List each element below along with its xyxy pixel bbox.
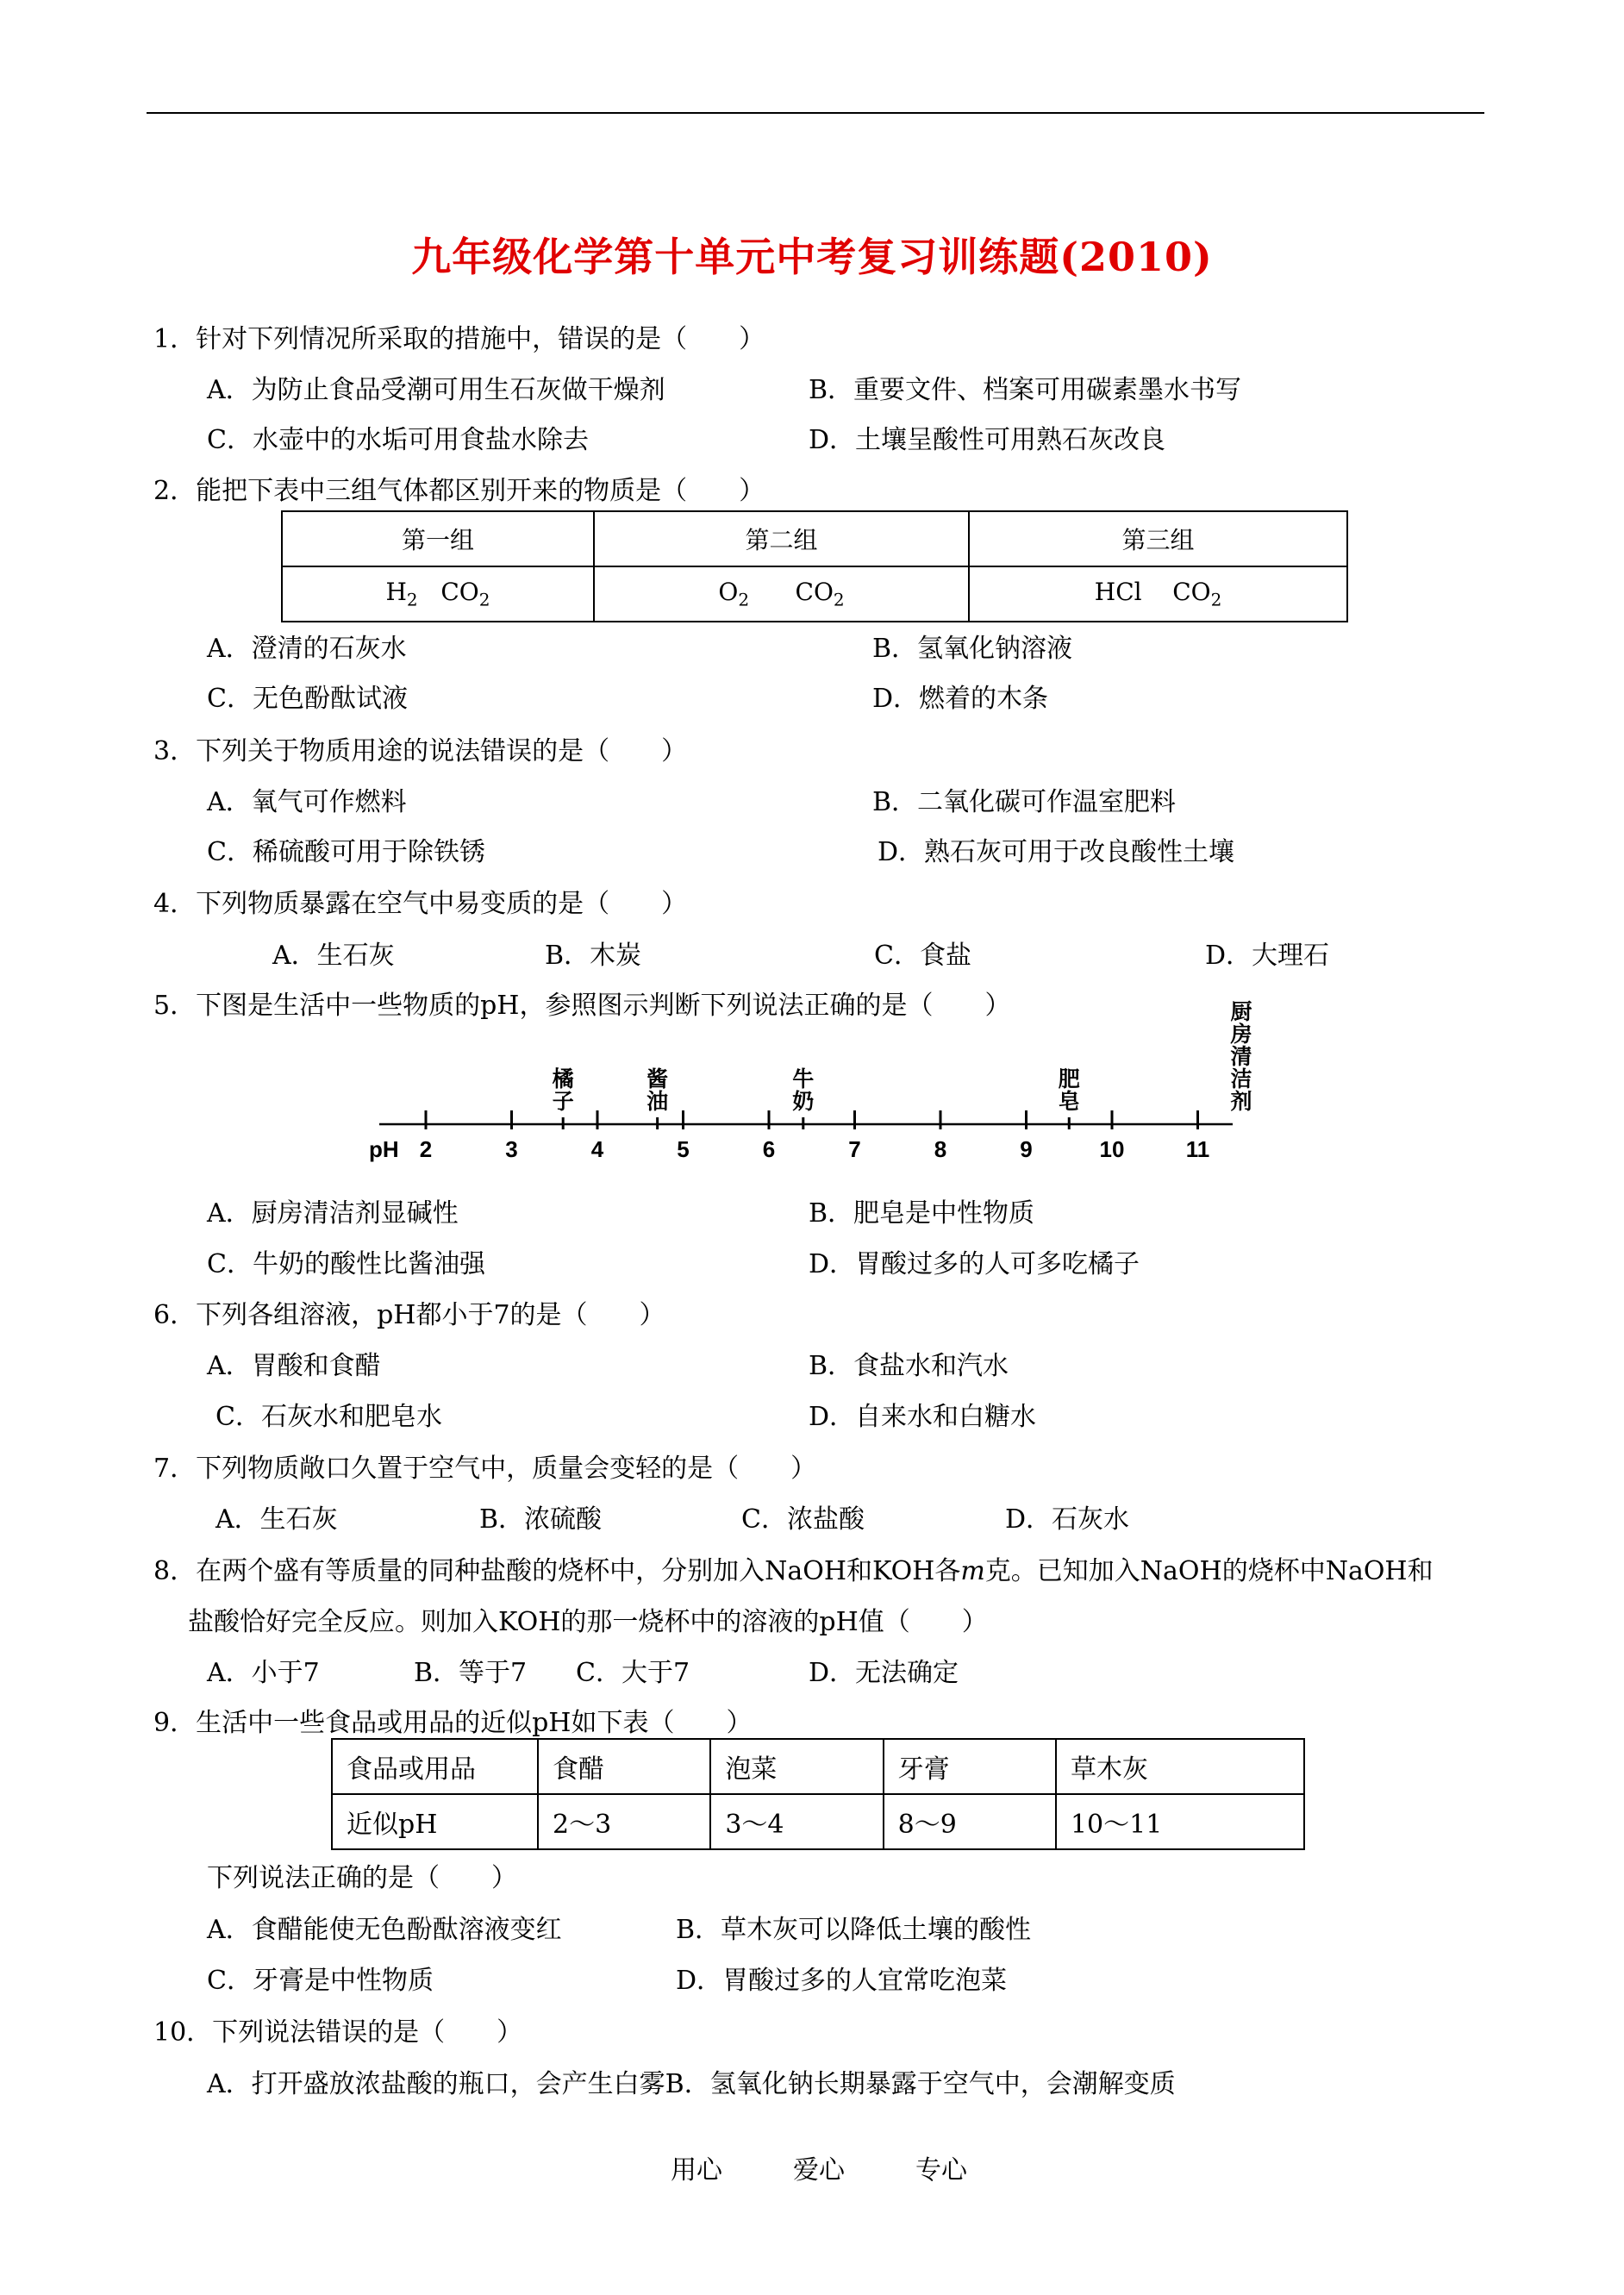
- q1-option-c: C．水壶中的水垢可用食盐水除去: [207, 425, 589, 455]
- q9-value-plant-ash: 10～11: [1056, 1794, 1304, 1849]
- q2-option-a: A．澄清的石灰水: [207, 634, 407, 664]
- page-footer: [671, 2148, 967, 2186]
- q9-option-d: D．胃酸过多的人宜常吃泡菜: [676, 1966, 1008, 1996]
- q2-option-b: B．氢氧化钠溶液: [872, 634, 1073, 664]
- q9-option-a: A．食醋能使无色酚酞溶液变红: [207, 1915, 562, 1945]
- q3-option-c: C．稀硫酸可用于除铁锈: [207, 837, 485, 867]
- ph-substance-label-2: 牛奶: [792, 1066, 815, 1114]
- ph-substance-label-4: 厨房清洁剂: [1230, 999, 1252, 1114]
- q9-option-c: C．牙膏是中性物质: [207, 1966, 434, 1996]
- q5-stem: 5．下图是生活中一些物质的pH，参照图示判断下列说法正确的是（ ）: [153, 991, 1011, 1021]
- footer-word-3: 专心: [915, 2155, 967, 2186]
- q8-option-a: A．小于7: [207, 1658, 320, 1688]
- q5-option-b: B．肥皂是中性物质: [809, 1198, 1035, 1229]
- q9-value-pickle: 3～4: [710, 1794, 883, 1849]
- ph-tick-label-10: 10: [1099, 1136, 1125, 1162]
- ph-tick-label-11: 11: [1185, 1136, 1210, 1162]
- q2-stem: 2．能把下表中三组气体都区别开来的物质是（ ）: [153, 476, 765, 506]
- q1-option-d: D．土壤呈酸性可用熟石灰改良: [809, 425, 1166, 455]
- ph-axis-label: pH: [369, 1136, 399, 1162]
- q6-option-a: A．胃酸和食醋: [207, 1351, 381, 1381]
- q9-value-toothpaste: 8～9: [884, 1794, 1056, 1849]
- page-title: 九年级化学第十单元中考复习训练题(2010): [411, 234, 1213, 280]
- q2-header-3: 第三组: [969, 511, 1347, 566]
- q4-option-b: B．木炭: [545, 941, 642, 971]
- q10-option-ab: A．打开盛放浓盐酸的瓶口，会产生白雾B．氢氧化钠长期暴露于空气中，会潮解变质: [207, 2069, 1176, 2099]
- header-rule: [147, 112, 1484, 114]
- q6-stem: 6．下列各组溶液，pH都小于7的是（ ）: [153, 1300, 665, 1330]
- q9-value-vinegar: 2～3: [538, 1794, 710, 1849]
- q9-option-b: B．草木灰可以降低土壤的酸性: [676, 1915, 1032, 1945]
- ph-tick-label-8: 8: [934, 1136, 947, 1162]
- q5-option-a: A．厨房清洁剂显碱性: [207, 1198, 459, 1229]
- q3-option-d: D．熟石灰可用于改良酸性土壤: [878, 837, 1235, 867]
- q3-stem: 3．下列关于物质用途的说法错误的是（ ）: [153, 736, 688, 766]
- q3-option-b: B．二氧化碳可作温室肥料: [872, 787, 1177, 817]
- q4-option-a: A．生石灰: [272, 941, 395, 971]
- q9-sub-stem: 下列说法正确的是（ ）: [207, 1863, 517, 1893]
- ph-tick-label-6: 6: [762, 1136, 776, 1162]
- q9-header-plant-ash: 草木灰: [1056, 1739, 1304, 1794]
- footer-word-1: 用心: [671, 2155, 722, 2186]
- q7-option-b: B．浓硫酸: [479, 1504, 603, 1535]
- q5-option-c: C．牛奶的酸性比酱油强: [207, 1249, 485, 1279]
- q8-option-d: D．无法确定: [809, 1658, 959, 1688]
- q6-option-b: B．食盐水和汽水: [809, 1351, 1009, 1381]
- q1-option-b: B．重要文件、档案可用碳素墨水书写: [809, 375, 1242, 405]
- q7-option-d: D．石灰水: [1005, 1504, 1130, 1535]
- q7-stem: 7．下列物质敞口久置于空气中，质量会变轻的是（ ）: [153, 1454, 817, 1484]
- ph-tick-label-3: 3: [505, 1136, 518, 1162]
- q2-option-c: C．无色酚酞试液: [207, 684, 408, 714]
- q5-option-d: D．胃酸过多的人可多吃橘子: [809, 1249, 1140, 1279]
- ph-tick-label-5: 5: [677, 1136, 690, 1162]
- q1-option-a: A．为防止食品受潮可用生石灰做干燥剂: [207, 375, 665, 405]
- q8-option-c: C．大于7: [576, 1658, 690, 1688]
- q2-header-1: 第一组: [282, 511, 594, 566]
- q8-option-b: B．等于7: [414, 1658, 528, 1688]
- q4-option-d: D．大理石: [1205, 941, 1330, 971]
- q4-option-c: C．食盐: [874, 941, 971, 971]
- q4-stem: 4．下列物质暴露在空气中易变质的是（ ）: [153, 889, 688, 919]
- q9-header-toothpaste: 牙膏: [884, 1739, 1056, 1794]
- ph-substance-label-0: 橘子: [552, 1066, 574, 1114]
- ph-tick-label-9: 9: [1020, 1136, 1033, 1162]
- q9-row-label: 近似pH: [332, 1794, 538, 1849]
- footer-word-2: 爱心: [793, 2155, 845, 2186]
- q2-gas-table: [281, 510, 1348, 622]
- q9-stem: 9．生活中一些食品或用品的近似pH如下表（ ）: [153, 1708, 753, 1738]
- q9-header-vinegar: 食醋: [538, 1739, 710, 1794]
- ph-substance-label-1: 酱油: [646, 1066, 669, 1114]
- q10-stem: 10．下列说法错误的是（ ）: [153, 2017, 523, 2048]
- q9-header-item: 食品或用品: [332, 1739, 538, 1794]
- q8-stem-line1: 8．在两个盛有等质量的同种盐酸的烧杯中，分别加入NaOH和KOH各m克。已知加入NaOH的烧杯中NaOH和: [153, 1556, 1433, 1586]
- ph-substance-label-3: 肥皂: [1058, 1066, 1080, 1114]
- q6-option-d: D．自来水和白糖水: [809, 1402, 1037, 1432]
- q1-stem: 1．针对下列情况所采取的措施中，错误的是（ ）: [153, 324, 765, 354]
- q3-option-a: A．氧气可作燃料: [207, 787, 407, 817]
- q2-cell-3: HCl $CO_2$: [969, 566, 1347, 622]
- q9-ph-table: [331, 1738, 1305, 1850]
- ph-tick-label-4: 4: [590, 1136, 604, 1162]
- q2-option-d: D．燃着的木条: [872, 684, 1049, 714]
- q2-header-2: 第二组: [594, 511, 969, 566]
- ph-tick-label-7: 7: [848, 1136, 861, 1162]
- q2-cell-2: $O_2$ $CO_2$: [594, 566, 969, 622]
- q8-stem-line2: 盐酸恰好完全反应。则加入KOH的那一烧杯中的溶液的pH值（ ）: [188, 1607, 988, 1637]
- q7-option-a: A．生石灰: [215, 1504, 338, 1535]
- q6-option-c: C．石灰水和肥皂水: [215, 1402, 442, 1432]
- q2-cell-1: $H_2$ $CO_2$: [282, 566, 594, 622]
- q9-header-pickle: 泡菜: [710, 1739, 883, 1794]
- ph-tick-label-2: 2: [419, 1136, 433, 1162]
- q7-option-c: C．浓盐酸: [741, 1504, 865, 1535]
